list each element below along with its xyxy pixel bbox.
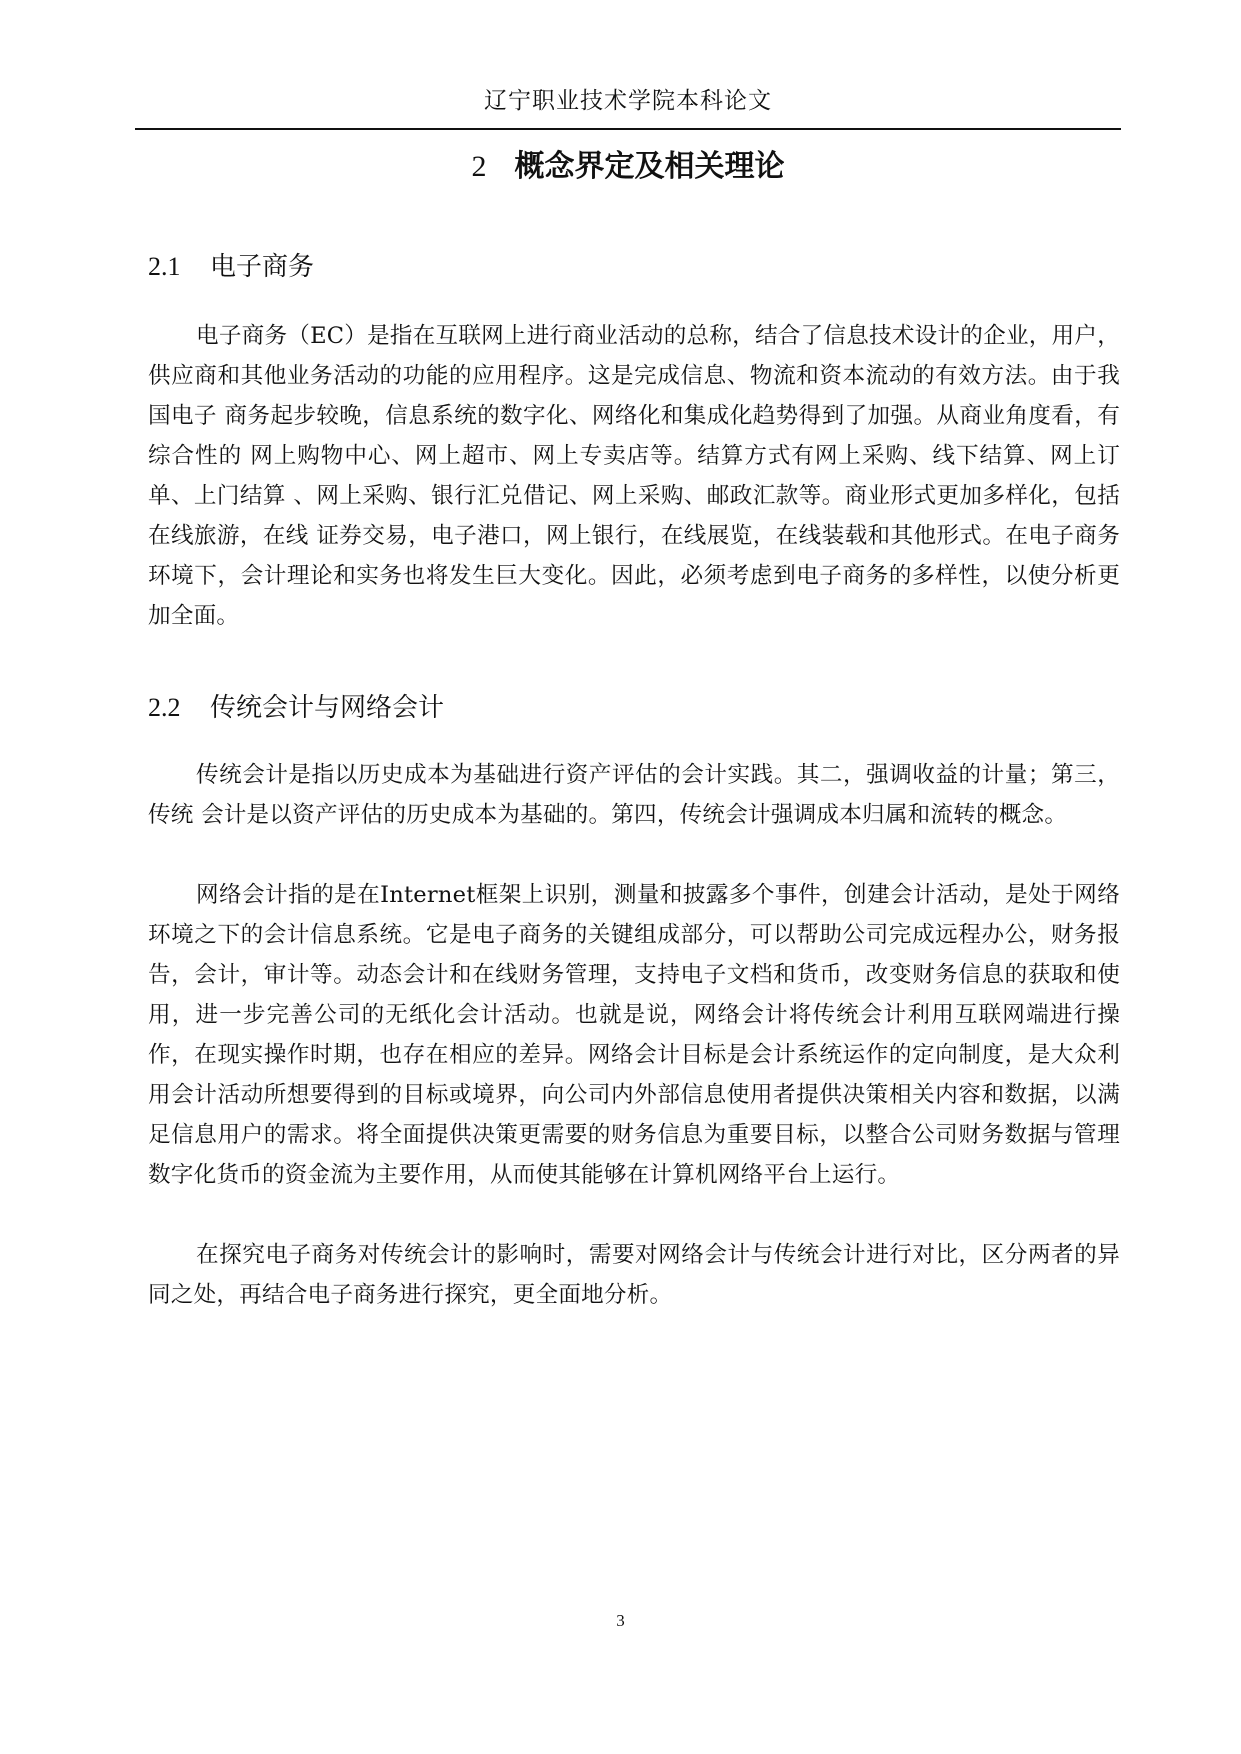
body-paragraph: 传统会计是指以历史成本为基础进行资产评估的会计实践。其二，强调收益的计量；第三，传统 会计是以资产评估的历史成本为基础的。第四，传统会计强调成本归属和流转的概念。 [148,762,1120,828]
section-heading [148,249,1120,285]
chapter-title-text: 概念界定及相关理论 [514,149,785,184]
section-heading [148,690,1120,726]
section-number: 2.2 [148,693,181,722]
section-title-text: 传统会计与网络会计 [210,693,445,723]
page-number: 3 [616,1611,625,1630]
section-title-text: 电子商务 [210,252,315,282]
running-header: 辽宁职业技术学院本科论文 [484,88,772,114]
body-paragraph: 在探究电子商务对传统会计的影响时，需要对网络会计与传统会计进行对比，区分两者的异同之处，再结合电子商务进行探究，更全面地分析。 [148,1242,1120,1308]
header-rule [135,128,1121,130]
body-paragraph: 网络会计指的是在Internet框架上识别，测量和披露多个事件，创建会计活动，是处于网络环境之下的会计信息系统。它是电子商务的关键组成部分，可以帮助公司完成远程办公，财务报告，会计，审计等。动态会计和在线财务管理，支持电子文档和货币，改变财务信息的获取和使用，进一步完善公司的无纸化会计活动。也就是说，网络会计将传统会计利用互联网端进行操作，在现实操作时期，也存在相应的差异。网络会计目标是会计系统运作的定向制度，是大众利用会计活动所想要得到的目标或境界，向公司内外部信息使用者提供决策相关内容和数据，以满足信息用户的需求。将全面提供决策更需要的财务信息为重要目标，以整合公司财务数据与管理数字化货币的资金流为主要作用，从而使其能够在计算机网络平台上运行。 [148,882,1120,1188]
body-paragraph: 电子商务（EC）是指在互联网上进行商业活动的总称，结合了信息技术设计的企业，用户，供应商和其他业务活动的功能的应用程序。这是完成信息、物流和资本流动的有效方法。由于我国电子 商务起步较晚，信息系统的数字化、网络化和集成化趋势得到了加强。从商业角度看，有综合性的 网上购物中心、网上超市、网上专卖店等。结算方式有网上采购、线下结算、网上订单、上门结算 、网上采购、银行汇兑借记、网上采购、邮政汇款等。商业形式更加多样化，包括在线旅游，在线 证券交易，电子港口，网上银行，在线展览，在线装载和其他形式。在电子商务环境下，会计理论和实务也将发生巨大变化。因此，必须考虑到电子商务的多样性，以使分析更加全面。 [148,323,1120,629]
chapter-number: 2 [471,150,487,183]
chapter-title [135,146,1121,188]
section-number: 2.1 [148,252,181,281]
